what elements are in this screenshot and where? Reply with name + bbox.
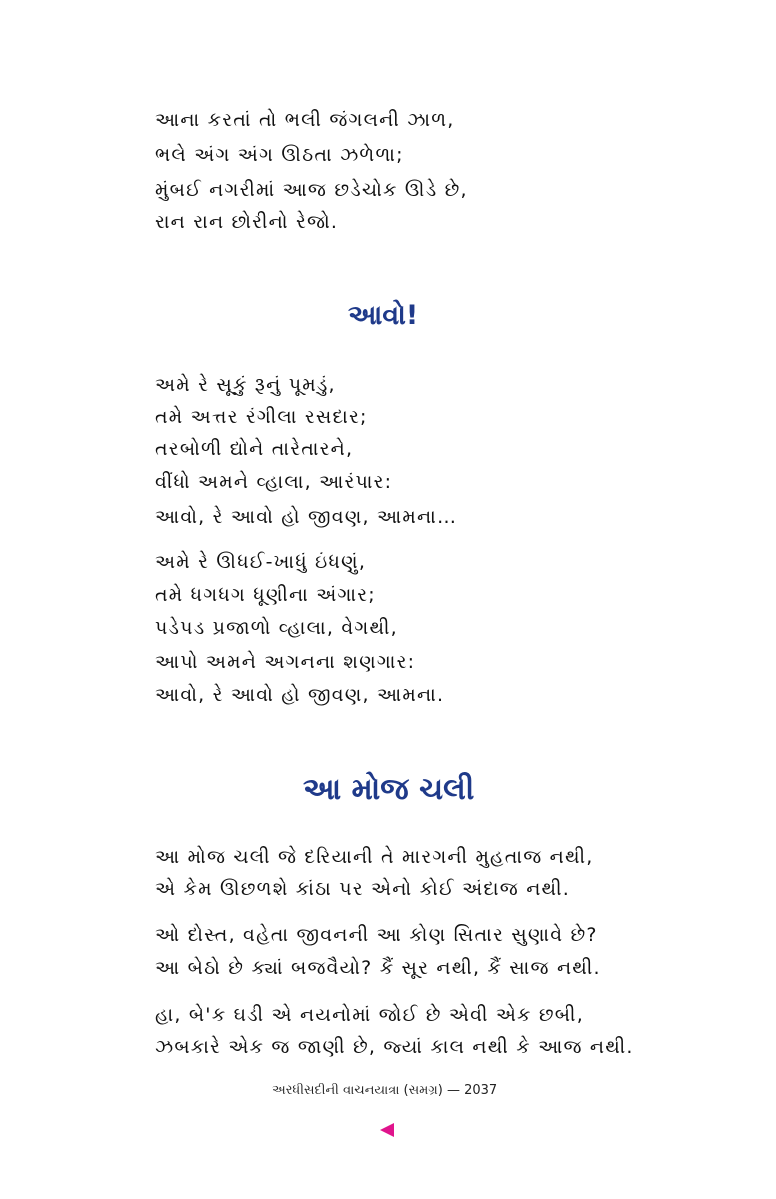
poem-line: તમે ધગધગ ધૂણીના અંગાર; [155,584,376,606]
poem-line: આ મોજ ચલી જે દરિયાની તે મારગની મુહતાજ નથી, [155,846,594,868]
poem-line: આના કરતાં તો ભલી જંગલની ઝાળ, [155,109,455,131]
poem-line: પડેપડ પ્રજાળો વ્હાલા, વેગથી, [155,617,398,639]
poem-line: વીંધો અમને વ્હાલા, આરંપાર: [155,471,393,493]
poem-line: તરબોળી દ્યોને તારેતારને, [155,438,354,460]
poem-line: ઓ દોસ્ત, વહેતા જીવનની આ કોણ સિતાર સુણાવે છે? [155,924,598,946]
poem-line: મુંબઈ નગરીમાં આજ છડેચોક ઊડે છે, [155,179,468,201]
poem-line: રાન રાન છોરીનો રેજો. [155,211,339,233]
page-footer: અરધીસદીની વાચનયાત્રા (સમગ્ર) — 2037 [272,1083,498,1098]
poem-title: આવો! [348,300,419,331]
poem-line: એ કેમ ઊછળશે કાંઠા પર એનો કોઈ અંદાજ નથી. [155,878,571,900]
poem-line: ઝબકારે એક જ જાણી છે, જ્યાં કાલ નથી કે આજ નથી. [155,1036,634,1058]
poem-title: આ મોજ ચલી [303,772,475,807]
poem-line: અમે રે ઊધઈ-ખાધું ઇંધણું, [155,551,367,573]
poem-line: આપો અમને અગનના શણગાર: [155,651,416,673]
poem-line: હા, બે'ક ઘડી એ નયનોમાં જોઈ છે એવી એક છબી, [155,1004,584,1026]
previous-page-arrow-icon[interactable] [380,1123,394,1137]
poem-line: આવો, રે આવો હો જીવણ, આમના. [155,684,445,706]
poem-line: આવો, રે આવો હો જીવણ, આમના… [155,506,458,528]
poem-line: આ બેઠો છે ક્યાં બજવૈયો? કૈં સૂર નથી, કૈં સાજ નથી. [155,957,601,979]
poem-line: અમે રે સૂકું રૂનું પૂમડું, [155,374,336,396]
poem-line: તમે અત્તર રંગીલા રસદાર; [155,406,368,428]
poem-line: ભલે અંગ અંગ ઊઠતા ઝળેળા; [155,144,404,166]
